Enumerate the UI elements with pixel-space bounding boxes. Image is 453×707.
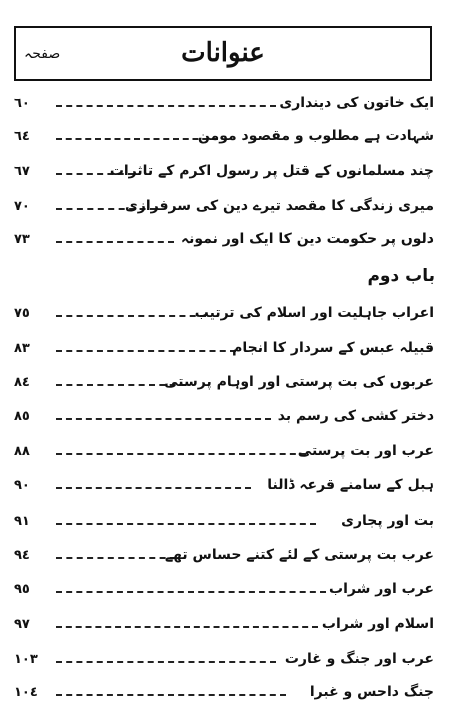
toc-entry-title: عرب اور بت پرستی <box>297 443 434 459</box>
toc-page-number: ٧٣ <box>14 232 30 247</box>
dotted-leader <box>56 418 271 420</box>
toc-entry <box>14 613 434 639</box>
toc-page-number: ٩٥ <box>14 582 30 597</box>
dotted-leader <box>56 350 236 352</box>
toc-entry-title: عرب بت پرستی کے لئے کتنے حساس تھے <box>164 547 434 563</box>
toc-entry-title: قبیلہ عبس کے سردار کا انجام <box>232 340 434 356</box>
toc-page-number: ١٠٤ <box>14 685 38 700</box>
toc-entry <box>14 371 434 397</box>
toc-entry-title: بت اور پجاری <box>341 513 434 529</box>
toc-page-number: ٧٥ <box>14 306 30 321</box>
toc-entry <box>14 160 434 186</box>
toc-entry <box>14 544 434 570</box>
toc-entry <box>14 228 434 254</box>
toc-page-number: ٨٨ <box>14 444 30 459</box>
section-heading: باب دوم <box>367 266 435 286</box>
toc-entry <box>14 92 434 118</box>
page-column-label: صفحہ <box>24 46 61 62</box>
toc-entry <box>14 440 434 466</box>
dotted-leader <box>56 453 306 455</box>
toc-page-number: ٦٧ <box>14 164 30 179</box>
header-box <box>14 26 432 81</box>
toc-entry <box>14 195 434 221</box>
dotted-leader <box>56 105 276 107</box>
toc-entry-title: ایک خاتون کی دینداری <box>279 95 434 111</box>
toc-page-number: ٩٧ <box>14 617 30 632</box>
toc-entry-title: شہادت ہے مطلوب و مقصود مومن <box>197 128 434 144</box>
dotted-leader <box>56 523 316 525</box>
toc-page-number: ٨٣ <box>14 341 30 356</box>
dotted-leader <box>56 694 286 696</box>
toc-entry-title: دلوں پر حکومت دین کا ایک اور نمونہ <box>180 231 434 247</box>
toc-page-number: ٧٠ <box>14 199 30 214</box>
toc-entry-title: جنگ داحس و غبرا <box>309 684 434 700</box>
toc-entry-title: اسلام اور شراب <box>321 616 434 632</box>
dotted-leader <box>56 315 206 317</box>
toc-page-number: ٦٤ <box>14 129 30 144</box>
toc-entry <box>14 578 434 604</box>
toc-entry <box>14 510 434 536</box>
toc-entry-title: عرب اور شراب <box>329 581 434 597</box>
toc-entry-title: عرب اور جنگ و غارت <box>284 651 434 667</box>
toc-entry <box>14 681 434 707</box>
toc-entry-title: عربوں کی بت پرستی اور اوہام پرستی <box>164 374 434 390</box>
toc-entry <box>14 125 434 151</box>
page-title: عنوانات <box>181 38 265 68</box>
dotted-leader <box>56 487 251 489</box>
toc-entry <box>14 648 434 674</box>
dotted-leader <box>56 241 174 243</box>
toc-page-number: ٩٤ <box>14 548 30 563</box>
toc-entry-title: دختر کشی کی رسم بد <box>277 408 434 424</box>
toc-entry-title: چند مسلمانوں کے قتل پر رسول اکرم کے تاثرات <box>109 163 434 179</box>
toc-page-number: ٩٠ <box>14 478 30 493</box>
dotted-leader <box>56 661 276 663</box>
toc-entry <box>14 337 434 363</box>
toc-page-number: ٦٠ <box>14 96 30 111</box>
toc-entry <box>14 405 434 431</box>
toc-entry <box>14 474 434 500</box>
toc-entry <box>14 302 434 328</box>
toc-page-number: ٩١ <box>14 514 30 529</box>
toc-entry-title: میری زندگی کا مقصد تیرے دین کی سرفرازی <box>124 198 434 214</box>
dotted-leader <box>56 557 176 559</box>
toc-page-number: ٨٥ <box>14 409 30 424</box>
dotted-leader <box>56 626 318 628</box>
toc-page-number: ٨٤ <box>14 375 30 390</box>
toc-entry-title: ہبل کے سامنے قرعہ ڈالنا <box>267 477 434 493</box>
toc-page-number: ١٠٣ <box>14 652 38 667</box>
toc-entry-title: اعراب جاہلیت اور اسلام کی ترتیب <box>194 305 434 321</box>
dotted-leader <box>56 591 326 593</box>
dotted-leader <box>56 138 218 140</box>
